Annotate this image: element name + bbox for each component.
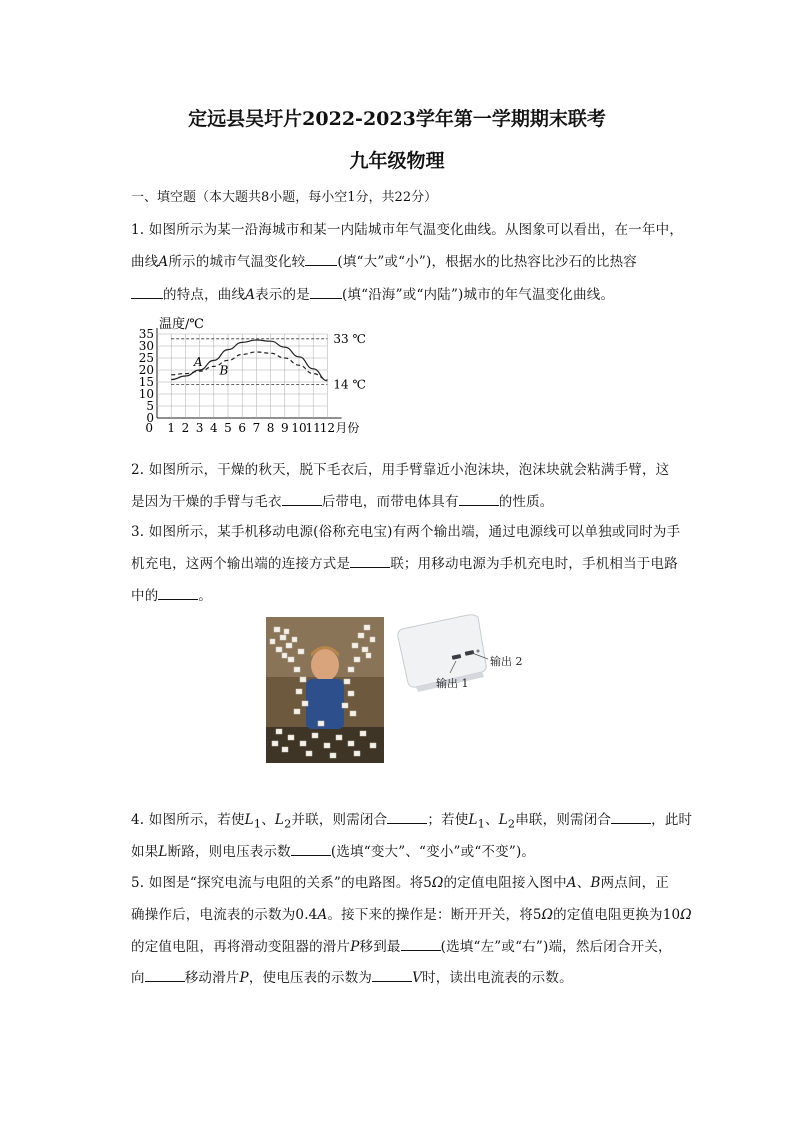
- exam-subtitle: 九年级物理: [349, 150, 445, 172]
- chart-plot-area: [139, 327, 366, 435]
- q4-sub: 2: [507, 817, 516, 831]
- q1-blank-2[interactable]: [131, 286, 163, 299]
- chart-x-tick-label: 1: [167, 421, 176, 435]
- power-bank-figure: [390, 607, 530, 699]
- foam-arms-photo: [266, 617, 384, 763]
- q1-text: (填“大”或“小”)，根据水的比热容比沙石的比热容: [337, 254, 637, 270]
- q4-text: 4. 如图所示，若使: [131, 812, 245, 828]
- q5-text: 两点间，正: [600, 875, 670, 891]
- q4-blank-1[interactable]: [387, 811, 427, 824]
- q4-text: 、: [261, 812, 275, 828]
- q5-var: P: [350, 939, 360, 955]
- q5-text: 确操作后，电流表的示数为0.4: [131, 907, 318, 923]
- chart-x-tick-label: 4: [209, 421, 218, 435]
- q4-text: ，此时: [651, 812, 693, 828]
- q5-text: 向: [131, 970, 145, 986]
- chart-x-tick-label: 2: [181, 421, 190, 435]
- q4-text: 并联，则需闭合: [291, 812, 388, 828]
- output-2-label: 输出 2: [490, 655, 523, 668]
- q1-var-a: A: [158, 254, 169, 270]
- q5-line-2: [131, 903, 692, 923]
- chart-y-tick-label: 0: [146, 411, 154, 425]
- q5-var: B: [590, 875, 601, 891]
- q2-text: 后带电，而带电体具有: [321, 494, 459, 510]
- q3-text: 机充电，这两个输出端的连接方式是: [131, 556, 351, 572]
- q5-text: 时，读出电流表的示数。: [422, 970, 573, 986]
- q4-text: 如果: [131, 844, 159, 860]
- chart-x-tick-label: 12: [319, 421, 336, 435]
- chart-ylabel: 温度/℃: [159, 317, 204, 332]
- chart-y-tick-label: 25: [138, 351, 154, 365]
- q3-line-2: [131, 552, 678, 572]
- chart-x-tick-label: 8: [266, 421, 275, 435]
- chart-x-tick-label: 11: [305, 421, 321, 435]
- q1-text: 表示的是: [255, 287, 310, 303]
- chart-reference-label: 33 ℃: [333, 331, 366, 346]
- q5-var: A: [566, 875, 577, 891]
- q2-text: 的性质。: [498, 494, 554, 510]
- q5-var: P: [239, 970, 249, 986]
- q2-blank-1[interactable]: [282, 493, 322, 506]
- q4-text: ；若使: [427, 812, 469, 828]
- q5-text: 。接下来的操作是：断开开关，将5: [327, 907, 542, 923]
- chart-xlabel: 月份: [335, 421, 360, 435]
- q5-var: V: [412, 970, 423, 986]
- chart-y-tick-label: 15: [138, 375, 154, 389]
- q5-line-1: [131, 871, 669, 891]
- q5-text: 移到最: [359, 939, 401, 955]
- q1-blank-3[interactable]: [310, 286, 342, 299]
- q3-text: 联；用移动电源为手机充电时，手机相当于电路: [390, 556, 678, 572]
- q4-sub: 1: [253, 817, 262, 831]
- chart-x-tick-label: 5: [224, 421, 232, 435]
- chart-y-tick-label: 10: [138, 387, 154, 401]
- q4-var-l: L: [498, 812, 508, 828]
- q5-var: Ω: [680, 907, 692, 923]
- q2-line-2: [131, 490, 554, 510]
- q1-line-1: 1. 如图所示为某一沿海城市和某一内陆城市年气温变化曲线。从图象可以看出，在一年中，: [131, 222, 684, 238]
- q4-var-l: L: [244, 812, 254, 828]
- q4-blank-2[interactable]: [611, 811, 651, 824]
- chart-x-tick-label: 9: [280, 421, 289, 435]
- q3-blank-2[interactable]: [158, 587, 198, 600]
- q3-text: 。: [198, 588, 213, 604]
- q4-sub: 2: [284, 817, 292, 831]
- q5-blank-1[interactable]: [401, 938, 441, 951]
- q1-text: 所示的城市气温变化较: [168, 254, 306, 270]
- q1-text: 的特点，曲线: [163, 287, 246, 303]
- chart-x-tick-label: 7: [252, 421, 261, 435]
- q5-var: Ω: [432, 875, 444, 891]
- q5-text: 的定值电阻，再将滑动变阻器的滑片: [131, 939, 351, 955]
- q1-text: (填“沿海”或“内陆”)城市的年气温变化曲线。: [341, 287, 615, 303]
- q3-blank-1[interactable]: [350, 555, 390, 568]
- section-heading: 一、填空题（本大题共8小题，每小空1分，共22分）: [131, 190, 438, 205]
- q5-text: ，使电压表的示数为: [248, 970, 373, 986]
- chart-y-tick-label: 35: [138, 327, 154, 341]
- chart-y-tick-label: 5: [146, 399, 154, 413]
- q4-line-2: [131, 840, 535, 860]
- q3-text: 中的: [131, 588, 159, 604]
- q5-line-4: [131, 966, 573, 986]
- q5-line-3: [131, 935, 672, 955]
- q4-blank-3[interactable]: [291, 843, 331, 856]
- q2-blank-2[interactable]: [459, 493, 499, 506]
- q5-text: 的定值电阻接入图中: [443, 875, 567, 891]
- q1-line-2: [131, 250, 637, 270]
- q5-var: A: [317, 907, 328, 923]
- q4-var-l: L: [274, 812, 285, 828]
- q5-text: 5. 如图是“探究电流与电阻的关系”的电路图。将5: [131, 875, 433, 891]
- q5-blank-3[interactable]: [372, 969, 412, 982]
- q4-var-l: L: [158, 844, 168, 860]
- chart-origin-label: 0: [145, 421, 153, 435]
- q4-var-l: L: [468, 812, 478, 828]
- exam-title: 定远县吴圩片2022-2023学年第一学期期末联考: [188, 108, 606, 130]
- temperature-chart: [131, 312, 371, 437]
- q2-text: 是因为干燥的手臂与毛衣: [131, 494, 282, 510]
- q5-var: Ω: [541, 907, 554, 923]
- q4-sub: 1: [477, 817, 485, 831]
- q4-text: 断路，则电压表示数: [167, 844, 291, 860]
- q5-text: 的定值电阻更换为10: [553, 907, 681, 923]
- q4-line-1: [131, 808, 692, 831]
- chart-x-tick-label: 3: [195, 421, 204, 435]
- chart-x-tick-label: 6: [238, 421, 247, 435]
- q1-blank-1[interactable]: [305, 253, 337, 266]
- q1-var-a: A: [245, 287, 256, 303]
- q3-line-1: 3. 如图所示，某手机移动电源(俗称充电宝)有两个输出端，通过电源线可以单独或同时为手: [131, 524, 681, 540]
- chart-x-tick-label: 10: [291, 421, 307, 435]
- output-1-label: 输出 1: [436, 677, 469, 690]
- q4-text: 、: [484, 812, 499, 828]
- chart-y-tick-label: 20: [138, 363, 154, 377]
- q2-line-1: 2. 如图所示，干燥的秋天，脱下毛衣后，用手臂靠近小泡沫块，泡沫块就会粘满手臂，这: [131, 462, 670, 478]
- q5-text: (选填“左”或“右”)端，然后闭合开关，: [440, 939, 672, 955]
- q3-line-3: [131, 584, 212, 604]
- chart-series-label-a: A: [193, 355, 203, 369]
- q1-line-3: [131, 283, 614, 303]
- q4-text: (选填“变大”、“变小”或“不变”)。: [330, 844, 536, 860]
- q5-text: 、: [576, 875, 591, 891]
- q4-text: 串联，则需闭合: [515, 812, 612, 828]
- chart-y-tick-label: 30: [138, 339, 154, 353]
- q5-blank-2[interactable]: [145, 969, 185, 982]
- chart-reference-label: 14 ℃: [333, 377, 366, 392]
- q1-text: 曲线: [131, 254, 159, 270]
- q5-text: 移动滑片: [184, 970, 240, 986]
- chart-series-label-b: B: [219, 363, 229, 378]
